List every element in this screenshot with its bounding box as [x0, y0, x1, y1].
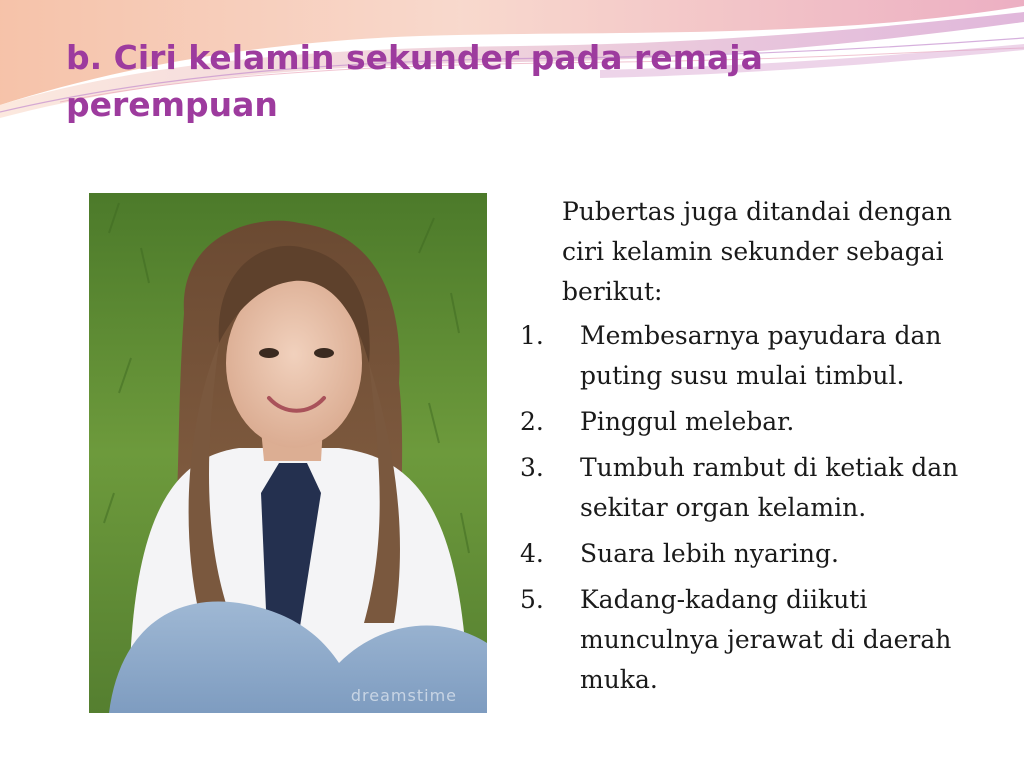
photo-watermark: dreamstime — [350, 686, 457, 705]
list-item — [520, 534, 990, 574]
girl-photo — [89, 193, 487, 713]
slide-title: b. Ciri kelamin sekunder pada remaja perempuan — [66, 38, 763, 124]
list-number: 2. — [520, 407, 544, 436]
list-text: Membesarnya payudara dan puting susu mulai timbul. — [580, 321, 942, 390]
list-text: Suara lebih nyaring. — [580, 539, 839, 568]
intro-paragraph: Pubertas juga ditandai dengan ciri kelamin sekunder sebagai berikut: — [562, 197, 952, 306]
feature-list — [520, 316, 990, 700]
list-item — [520, 316, 990, 396]
list-text: Pinggul melebar. — [580, 407, 795, 436]
list-item — [520, 580, 990, 700]
content-text — [520, 192, 990, 706]
list-number: 1. — [520, 321, 544, 350]
list-number: 5. — [520, 585, 544, 614]
list-number: 4. — [520, 539, 544, 568]
list-text: Tumbuh rambut di ketiak dan sekitar organ kelamin. — [580, 453, 959, 522]
list-text: Kadang-kadang diikuti munculnya jerawat di daerah muka. — [580, 585, 952, 694]
list-number: 3. — [520, 453, 544, 482]
list-item — [520, 402, 990, 442]
list-item — [520, 448, 990, 528]
